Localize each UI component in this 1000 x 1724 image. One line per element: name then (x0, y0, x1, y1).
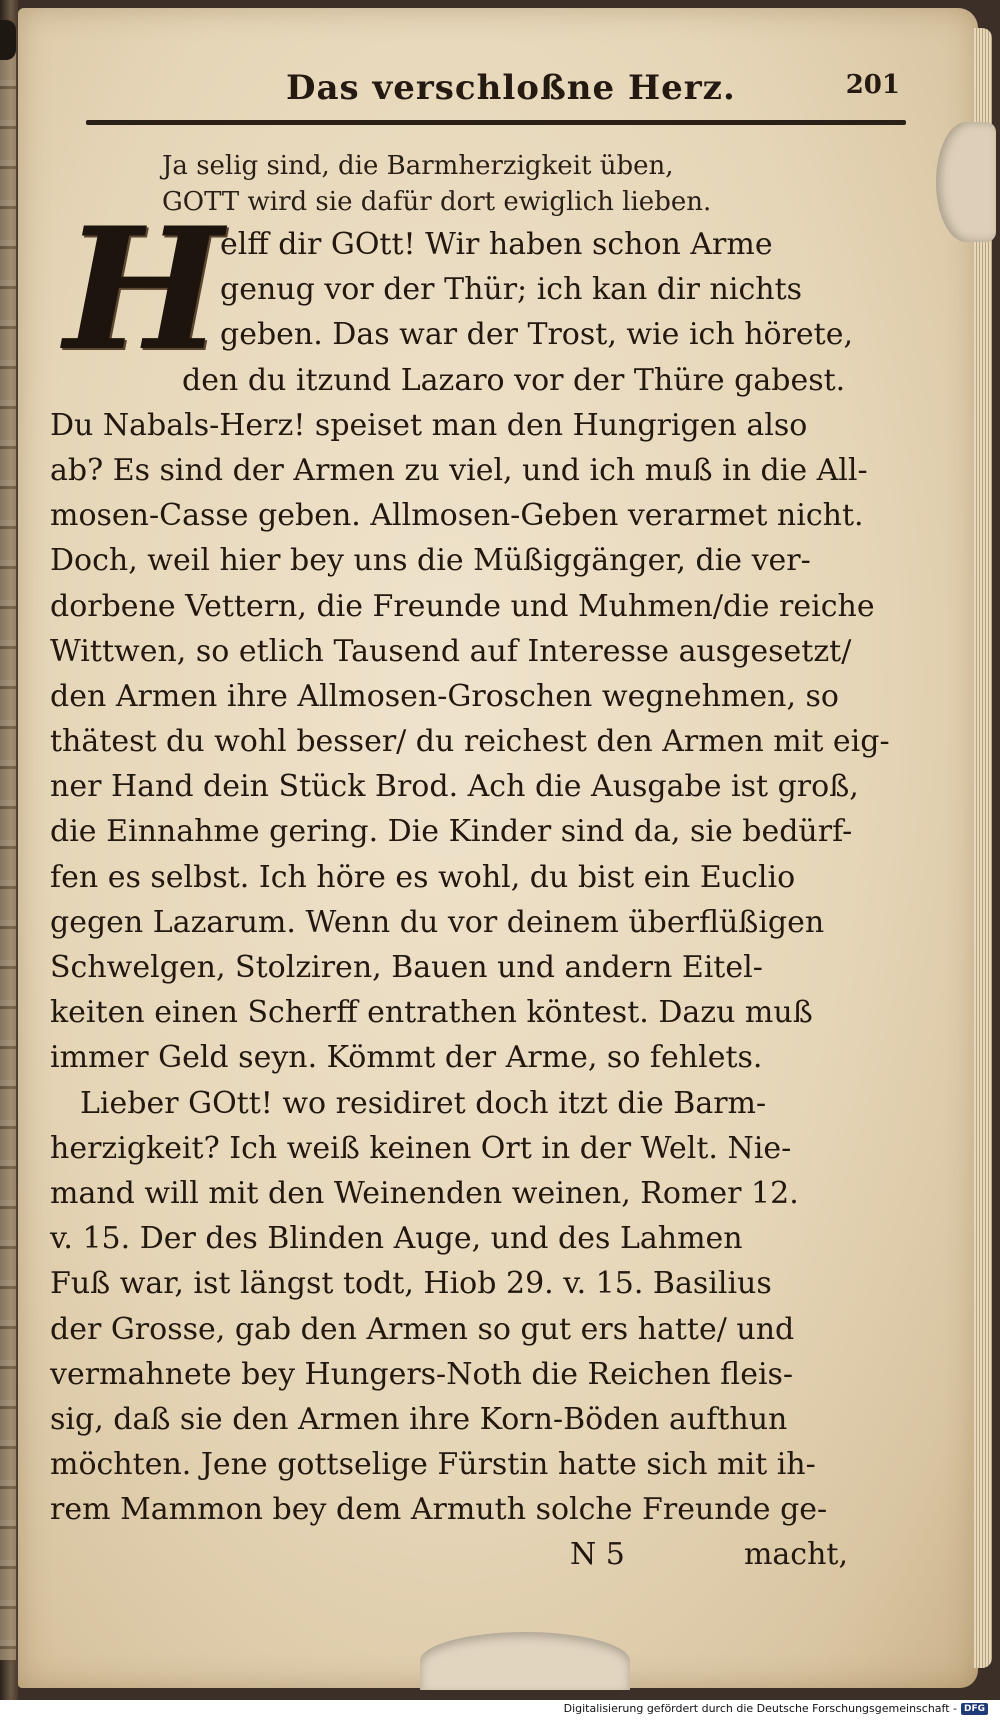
text-line: ner Hand dein Stück Brod. Ach die Ausgabe ist groß, (50, 769, 859, 805)
text-line: sig, daß sie den Armen ihre Korn-Böden aufthun (50, 1401, 788, 1437)
text-line: möchten. Jene gottselige Fürstin hatte sich mit ih- (50, 1447, 816, 1483)
text-line: Wittwen, so etlich Tausend auf Interesse ausgesetzt/ (50, 633, 852, 669)
signature-mark: N 5 (570, 1537, 625, 1572)
text-line: gegen Lazarum. Wenn du vor deinem überflüßigen (50, 904, 825, 940)
page-holder-tab-bottom (420, 1632, 630, 1690)
text-line: keiten einen Scherff entrathen köntest. Dazu muß (50, 995, 813, 1031)
page-header (86, 60, 906, 120)
page-footer-line (50, 1537, 850, 1582)
text-line: den du itzund Lazaro vor der Thüre gabest. (182, 362, 846, 398)
text-line: geben. Das war der Trost, wie ich hörete, (220, 317, 854, 353)
text-line: Doch, weil hier bey uns die Müßiggänger, die ver- (50, 543, 811, 579)
dfg-logo: DFG (961, 1703, 988, 1715)
page-holder-tab-right (936, 122, 996, 242)
body-text (50, 222, 890, 1532)
text-line: herzigkeit? Ich weiß keinen Ort in der Welt. Nie- (50, 1130, 792, 1166)
text-line: der Grosse, gab den Armen so gut ers hatte/ und (50, 1311, 795, 1347)
text-line: elff dir GOtt! Wir haben schon Arme (220, 227, 773, 262)
catchword: macht, (743, 1537, 848, 1572)
text-line: Du Nabals-Herz! speiset man den Hungrigen also (50, 407, 808, 443)
text-line: die Einnahme gering. Die Kinder sind da, sie bedürf- (50, 814, 853, 850)
text-line: mand will mit den Weinenden weinen, Romer 12. (50, 1175, 799, 1211)
verse-line: GOTT wird sie dafür dort ewiglich lieben. (162, 187, 712, 217)
text-line: Lieber GOtt! wo residiret doch itzt die Barm- (80, 1085, 767, 1121)
clip-left (0, 20, 16, 60)
text-line: immer Geld seyn. Kömmt der Arme, so fehlets. (50, 1040, 763, 1076)
credit-text: Digitalisierung gefördert durch die Deutsche Forschungsgemeinschaft - (563, 1702, 957, 1715)
text-line: rem Mammon bey dem Armuth solche Freunde ge- (50, 1492, 828, 1528)
running-head: Das verschloßne Herz. (286, 68, 736, 108)
text-line: genug vor der Thür; ich kan dir nichts (220, 272, 803, 308)
text-line: den Armen ihre Allmosen-Groschen wegnehmen, so (50, 678, 839, 714)
text-line: mosen-Casse geben. Allmosen-Geben verarmet nicht. (50, 498, 864, 534)
verse-couplet (162, 148, 862, 220)
header-rule (86, 120, 906, 125)
text-line: fen es selbst. Ich höre es wohl, du bist ein Euclio (50, 859, 796, 895)
page-edges (974, 28, 992, 1668)
text-line: v. 15. Der des Blinden Auge, und des Lahmen (50, 1221, 743, 1257)
drop-cap: H (64, 190, 223, 388)
text-line: thätest du wohl besser/ du reichest den Armen mit eig- (50, 724, 890, 760)
text-line: dorbene Vettern, die Freunde und Muhmen/die reiche (50, 588, 875, 624)
text-line: Schwelgen, Stolziren, Bauen und andern Eitel- (50, 950, 763, 985)
verse-line: Ja selig sind, die Barmherzigkeit üben, (162, 151, 674, 181)
text-line: ab? Es sind der Armen zu viel, und ich muß in die All- (50, 452, 868, 488)
page-number: 201 (845, 70, 900, 100)
text-line: vermahnete bey Hungers-Noth die Reichen fleis- (50, 1356, 794, 1392)
left-page-edge (0, 40, 16, 1660)
text-line: Fuß war, ist längst todt, Hiob 29. v. 15. Basilius (50, 1266, 772, 1302)
digitization-credit (564, 1702, 988, 1715)
